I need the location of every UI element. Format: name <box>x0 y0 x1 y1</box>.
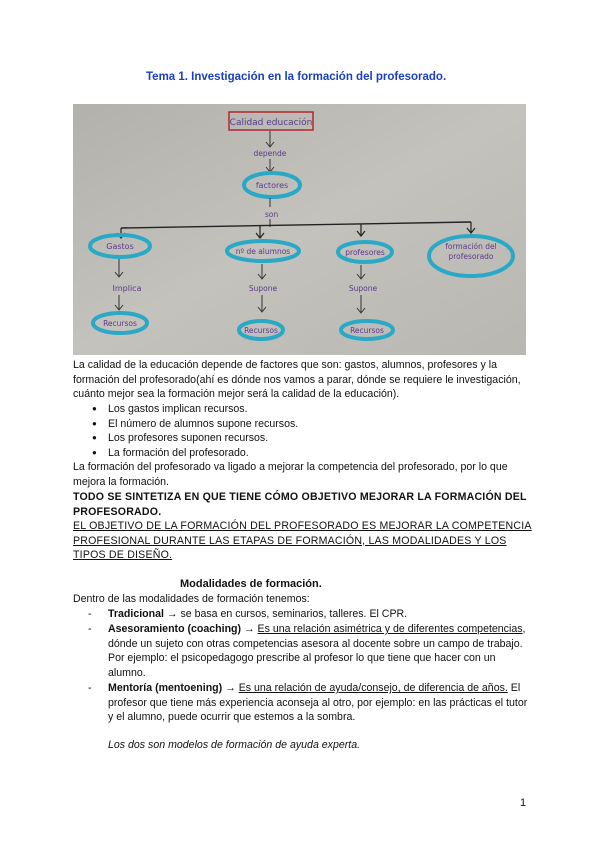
arrow-icon: → <box>225 682 236 694</box>
modality-name: Asesoramiento (coaching) <box>108 623 242 635</box>
link-supone-1: Supone <box>248 284 278 293</box>
paragraph-2: La formación del profesorado va ligado a mejorar la competencia del profesorado, por lo que mejora la formación. <box>73 461 508 488</box>
modality-mentoria <box>108 681 528 725</box>
leaf-label-2: Recursos <box>244 326 278 335</box>
dash-marker: - <box>88 608 92 620</box>
modality-asesoramiento <box>108 622 528 680</box>
bullet-text: La formación del profesorado. <box>108 446 249 459</box>
concept-map-photo <box>73 104 526 355</box>
modality-name: Tradicional <box>108 608 164 620</box>
note: Los dos son modelos de formación de ayuda experta. <box>108 739 361 751</box>
dash-marker: - <box>88 682 92 694</box>
section-intro: Dentro de las modalidades de formación tenemos: <box>73 593 310 605</box>
modality-text: se basa en cursos, seminarios, talleres. El CPR. <box>180 608 408 620</box>
alumnos-label: nº de alumnos <box>235 247 291 256</box>
dash-marker: - <box>88 623 92 635</box>
modality-text: El profesor que tiene más experiencia aconseja al otro, por ejemplo: en las prácticas el tutor y el alumno, puede ocurrir que estemos a la sombra. <box>108 682 528 724</box>
root-label: Calidad educación <box>229 118 313 128</box>
page-number: 1 <box>520 797 527 809</box>
leaf-label-3: Recursos <box>350 326 384 335</box>
leaf-label-1: Recursos <box>103 319 137 328</box>
link-implica: Implica <box>112 284 142 293</box>
intro-paragraph: La calidad de la educación depende de factores que son: gastos, alumnos, profesores y la formación del profesorado(ahí es dónde nos vamos a parar, dónde se requiere le investigación, cuánto mejor sea la formación mejor será la calidad de la educación). <box>73 359 521 401</box>
bullet-text: Los profesores suponen recursos. <box>108 432 269 445</box>
section-title: Modalidades de formación. <box>180 578 322 590</box>
arrow-icon: → <box>166 608 178 620</box>
document-title: Tema 1. Investigación en la formación del profesorado. <box>146 71 447 83</box>
modality-underlined: Es una relación asimétrica y de diferentes competencias <box>257 623 523 635</box>
modality-name: Mentoría (mentoening) <box>108 682 223 694</box>
bullet-text: El número de alumnos supone recursos. <box>108 417 299 430</box>
paragraph-4: EL OBJETIVO DE LA FORMACIÓN DEL PROFESORADO ES MEJORAR LA COMPETENCIA PROFESIONAL DURANTE LAS ETAPAS DE FORMACIÓN, LAS MODALIDADES Y LOS TIPOS DE DISEÑO. <box>73 520 532 562</box>
paragraph-3: TODO SE SINTETIZA EN QUE TIENE CÓMO OBJETIVO MEJORAR LA FORMACIÓN DEL PROFESORADO. <box>73 491 527 518</box>
profesores-label: profesores <box>345 248 385 257</box>
formacion-label-box <box>433 242 509 272</box>
modality-underlined: Es una relación de ayuda/consejo, de diferencia de años. <box>238 682 508 694</box>
link-son: son <box>265 210 279 219</box>
bullet-text: Los gastos implican recursos. <box>108 403 248 415</box>
gastos-label: Gastos <box>106 242 134 251</box>
arrow-icon: → <box>244 623 255 635</box>
link-supone-2: Supone <box>348 284 378 293</box>
modality-text: , dónde un sujeto con otras competencias asesora al docente sobre un campo de trabajo. Por ejemplo: el psicopedagogo prescribe al profesor lo que tiene que hacer con un alumno. <box>108 623 526 679</box>
factores-label: factores <box>255 181 289 190</box>
modality-tradicional <box>108 607 528 622</box>
formacion-label: formación del profesorado <box>445 242 497 261</box>
link-depende: depende <box>253 149 287 158</box>
